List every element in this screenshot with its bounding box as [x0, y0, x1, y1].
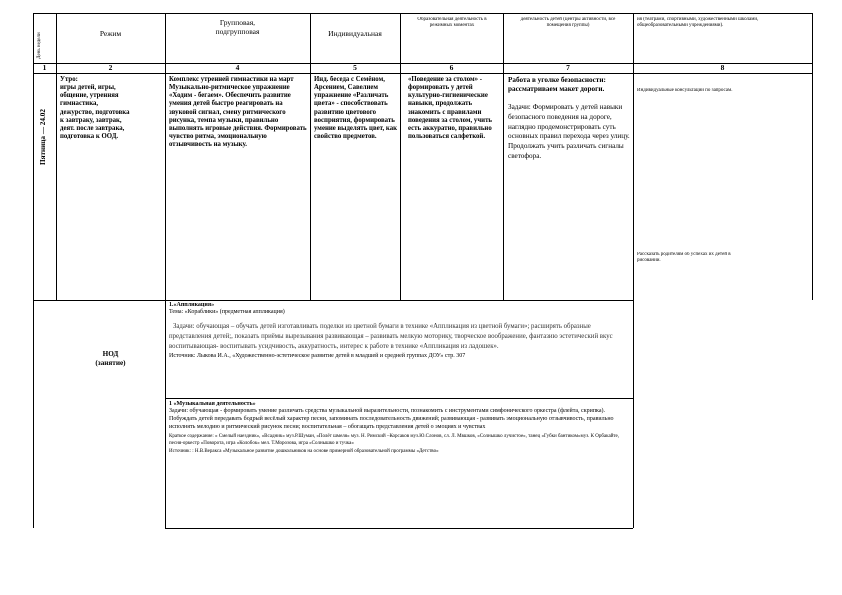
col-number-6: 6 — [449, 63, 454, 72]
col-number-5: 5 — [353, 63, 357, 72]
header-individual: Индивидуальная — [328, 29, 382, 38]
header-independent: деятельность детей (центры активности, все помещения группы) — [520, 17, 616, 28]
safety-corner-title: Работа в уголке безопасности: рассматриваем макет дороги. — [508, 76, 606, 93]
morning-independent — [508, 76, 631, 162]
header-family: ия (театрами, спортивными, художественными школами, общеобразовательными учреждениями). — [637, 17, 759, 28]
nod-label: НОД (занятие) — [95, 350, 126, 367]
applique-title: 1.«Аппликация» — [169, 302, 215, 308]
col-number-8: 8 — [720, 63, 725, 72]
morning-group: Комплекс утренней гимнастики на март Музыкально-ритмическое упражнение «Ходим - бегаем». Обеспечить развитие умения детей быстро реагировать на звуковой сигнал, смену ритмического рисунка, темпа музыки, правильно выполнять игровые действия. Формировать чувство ритма, эмоциональную отзывчивость на музыку. — [169, 76, 307, 149]
day-label: Пятница — 24.02 — [39, 109, 47, 165]
family-consultations: Индивидуальные консультации по запросам. — [637, 88, 733, 93]
safety-corner-tasks: Задачи: Формировать у детей навыки безопасного поведения на дороге, наглядно продемонстрировать суть основных правил перехода через улицу. Продолжать учить различать сигналы светофора. — [508, 103, 630, 160]
header-day-text: День недели — [37, 32, 42, 59]
col-number-1: 1 — [42, 63, 47, 72]
music-tasks: Задачи: обучающая - формировать умение различать средства музыкальной выразительности, познакомить с инструментами симфонического оркестра (флейта, скрипка). Побуждать детей передавать бодрый весёлый характер песни, запоминать последовательность движений; развивающая - развивать эмоциональную отзывчивость, правильно исполнять мелодию и ритмический рисунок песни; воспитательная – обогащать представления детей о эмоциях и чувствах — [169, 408, 614, 430]
music-content: Краткое содержание: « Смелый наездник», «Всадник» муз.Р.Шуман, «Полёт шмеля» муз. Н. Римский –Корсаков муз.Ю.Слонов, сл. Л. Мвшков, «Солнышко лучистое», танец «Губки бантиком»муз. К Орбакайте, песня-оркестр «Поворота, игра «Колобок» мел. Т.Морозова, игра «Солнышко и тучка» — [169, 433, 620, 447]
day-cell — [33, 73, 56, 300]
col-number-4: 4 — [235, 63, 240, 72]
morning-individual: Инд. беседа с Семёном, Арсением, Савелием упражнение «Различать цвета» - способствовать развитию цветового восприятия, формировать умение выделять цвет, как свойство предметов. — [314, 76, 398, 141]
morning-edu-activity: «Поведение за столом» - формировать у детей культурно-гигиенические навыки, продолжать знакомить с правилами поведения за столом, учить есть аккуратно, правильно пользоваться салфеткой. — [408, 76, 493, 141]
morning-mode: Утро: игры детей, игры, общение, утренняя гимнастика, дежурство, подготовка к завтраку, завтрак, деят. после завтрака, подготовка к ООД. — [60, 76, 130, 141]
header-day — [33, 13, 56, 63]
col-number-7: 7 — [566, 63, 570, 72]
nod-music — [169, 401, 631, 527]
col-number-2: 2 — [108, 63, 113, 72]
applique-source: Источник: Лыкова И.А., «Художественно-эстетическое развитие детей в младшей и средней группах ДОУ» стр. 307 — [169, 352, 466, 359]
family-success-report: Рассказать родителям об успехах их детей в рисовании. — [637, 252, 731, 263]
applique-theme: Тема: «Кораблики» (предметная аппликация) — [169, 309, 285, 316]
nod-applique — [169, 302, 631, 397]
music-title: 1 «Музыкальная деятельность» — [169, 401, 256, 407]
applique-tasks: Задачи: обучающая – обучать детей изготавливать поделки из цветной бумаги в технике «Аппликация из цветной бумаги»; расширять образные представления детей;, показать приёмы вырезывания развивающая – развивать мелкую моторику, творческое воображение, фантазию эстетический вкус воспитывающая- воспитывать усидчивость, аккуратность, интерес к работе в технике «Аппликация из ладошек». — [169, 323, 613, 351]
header-edu-activity: Образовательная деятельность в режимных моментах — [417, 17, 487, 28]
header-group: Групповая, подгрупповая — [215, 18, 260, 36]
header-mode: Режим — [99, 29, 122, 38]
music-source: Источник: : Н.В.Веракса «Музыкальное развитие дошкольников на основе примерной образовательной программы «Детство» — [169, 449, 439, 455]
